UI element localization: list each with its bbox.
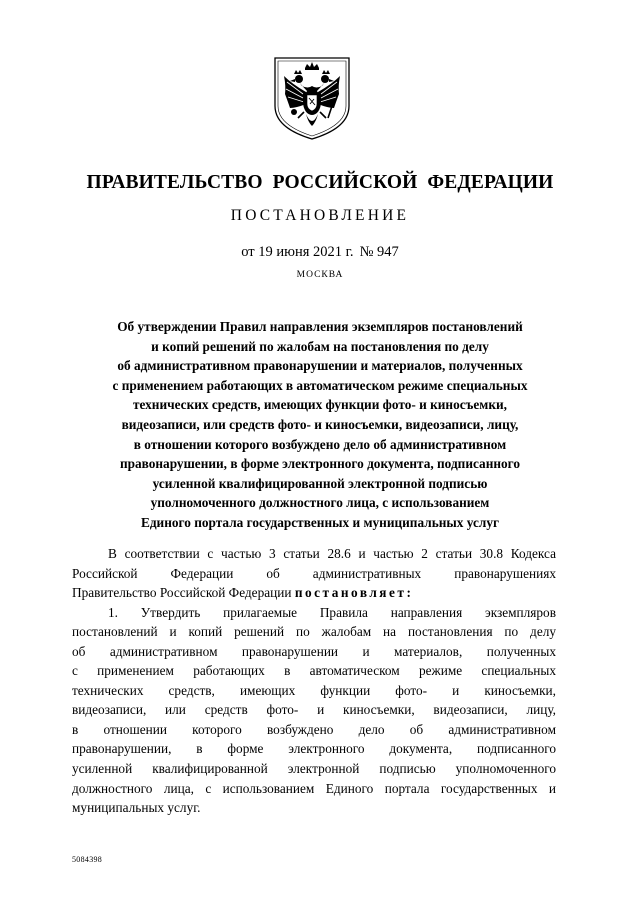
body-line: с применением работающих в автоматическом режиме специальных (72, 663, 556, 679)
body-line: усиленной квалифицированной электронной подписью уполномоченного (72, 761, 556, 777)
body-line: технических средств, имеющих функции фото- и киносъемки, (72, 682, 556, 698)
body-line: муниципальных услуг. (72, 800, 201, 816)
subject-line: Об утверждении Правил направления экземпляров постановлений (117, 319, 523, 334)
body-line: об административном правонарушении и материалов, полученных (72, 643, 556, 659)
document-date: от 19 июня 2021 г. (241, 244, 354, 260)
document-type: ПОСТАНОВЛЕНИЕ (230, 207, 410, 224)
subject-line: с применением работающих в автоматическом режиме специальных (112, 377, 528, 393)
body-line: видеозаписи, или средств фото- и киносъемки, видеозаписи, лицу, (72, 702, 556, 718)
subject-line: и копий решений по жалобам на постановления по делу (151, 338, 489, 354)
body-line: в отношении которого возбуждено дело об административном (72, 721, 556, 737)
body-line: должностного лица, с использованием Единого портала государственных и (72, 780, 556, 796)
preamble-subject: Правительство Российской Федерации (72, 585, 292, 601)
preamble-paragraph (72, 544, 556, 603)
item-1-paragraph (72, 603, 556, 818)
subject-line: Единого портала государственных и муниципальных услуг (140, 514, 500, 530)
subject-line: об административном правонарушении и материалов, полученных (117, 358, 523, 374)
subject-line: видеозаписи, или средств фото- и киносъемки, видеозаписи, лицу, (121, 416, 519, 432)
body-line (72, 583, 556, 603)
subject-line: правонарушении, в форме электронного документа, подписанного (119, 456, 521, 472)
russian-coat-of-arms-icon (272, 56, 352, 141)
subject-line: усиленной квалифицированной электронной подписью (152, 475, 488, 491)
document-code: 5084398 (72, 855, 103, 864)
document-body (72, 544, 556, 818)
body-line: 1. Утвердить прилагаемые Правила направления экземпляров (108, 604, 556, 620)
body-line: правонарушении, в форме электронного документа, подписанного (72, 741, 556, 757)
body-line: постановлений и копий решений по жалобам на постановления по делу (72, 624, 556, 640)
decree-word: постановляет: (294, 585, 414, 601)
body-line: В соответствии с частью 3 статьи 28.6 и частью 2 статьи 30.8 Кодекса (108, 546, 556, 561)
document-subject (88, 317, 552, 533)
subject-line: технических средств, имеющих функции фото- и киносъемки, (132, 397, 507, 413)
document-number: № 947 (359, 244, 399, 260)
body-line: Российской Федерации об административных правонарушениях (72, 565, 556, 581)
city: МОСКВА (296, 270, 344, 280)
subject-line: в отношении которого возбуждено дело об административном (133, 436, 507, 452)
date-number-line (0, 244, 640, 261)
government-title: ПРАВИТЕЛЬСТВО РОССИЙСКОЙ ФЕДЕРАЦИИ (86, 172, 554, 193)
subject-line: уполномоченного должностного лица, с использованием (150, 495, 490, 511)
